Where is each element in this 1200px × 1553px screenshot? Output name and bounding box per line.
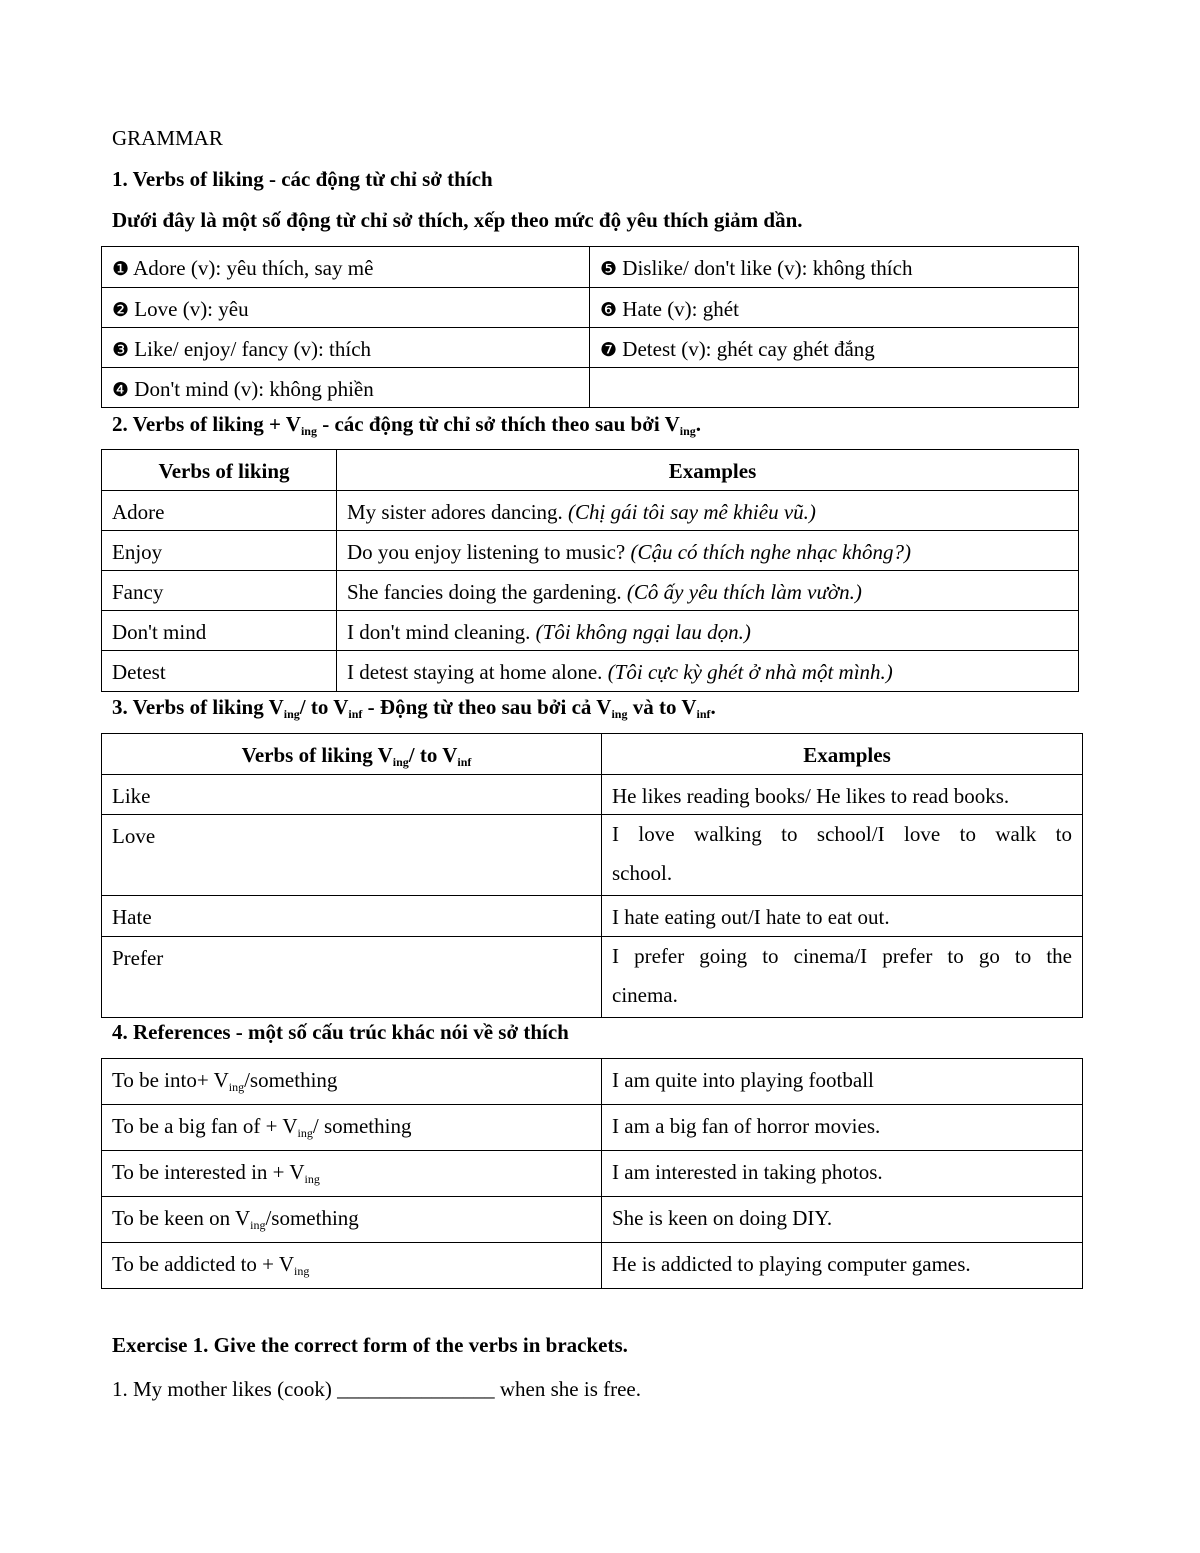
section1-heading: 1. Verbs of liking - các động từ chỉ sở thích — [112, 167, 493, 191]
section2-heading: 2. Verbs of liking + $V_{ing}$ - các động từ chỉ sở thích theo sau bởi $V_{ing}$. — [112, 412, 702, 438]
table-row: To be addicted to + $V_{ing}$ He is addicted to playing computer games. — [102, 1243, 1083, 1289]
section3-heading: 3. Verbs of liking $V_{ing}/$ to $V_{inf}$ - Động từ theo sau bởi cả $V_{ing}$ và to $V_{inf}$. — [112, 695, 716, 721]
verb-item: ❼ Detest (v): ghét cay ghét đắng — [590, 328, 1079, 368]
verb-item: ❺ Dislike/ don't like (v): không thích — [590, 247, 1079, 288]
verb-item: ❶ Adore (v): yêu thích, say mê — [102, 247, 590, 288]
section4-heading: 4. References - một số cấu trúc khác nói về sở thích — [112, 1020, 569, 1044]
verb-item: ❹ Don't mind (v): không phiền — [102, 368, 590, 408]
verb-item: ❻ Hate (v): ghét — [590, 288, 1079, 328]
column-header: Verbs of liking — [102, 450, 337, 491]
column-header: Examples — [602, 734, 1083, 775]
section1-intro: Dưới đây là một số động từ chỉ sở thích, xếp theo mức độ yêu thích giảm dần. — [112, 208, 803, 232]
table-row: To be keen on $V_{ing}$/something She is keen on doing DIY. — [102, 1197, 1083, 1243]
exercise-question-1: 1. My mother likes (cook) _______________ when she is free. — [112, 1377, 641, 1401]
table-row: Detest I detest staying at home alone. (Tôi cực kỳ ghét ở nhà một mình.) — [102, 651, 1079, 692]
column-header: Verbs of liking $V_{ing}/$ to $V_{inf}$ — [102, 734, 602, 775]
table-row: Hate I hate eating out/I hate to eat out. — [102, 896, 1083, 937]
table-row: To be interested in + $V_{ing}$ I am interested in taking photos. — [102, 1151, 1083, 1197]
table-row: Prefer I prefer going to cinema/I prefer to go to the cinema. — [102, 937, 1083, 1018]
table-row: Like He likes reading books/ He likes to read books. — [102, 775, 1083, 815]
table-row: Don't mind I don't mind cleaning. (Tôi không ngại lau dọn.) — [102, 611, 1079, 651]
document-title: GRAMMAR — [112, 126, 223, 150]
verbs-ving-table — [101, 449, 1079, 692]
column-header: Examples — [337, 450, 1079, 491]
verbs-of-liking-table — [101, 246, 1079, 408]
table-row: Adore My sister adores dancing. (Chị gái tôi say mê khiêu vũ.) — [102, 491, 1079, 531]
verbs-ving-vinf-table — [101, 733, 1083, 1018]
verb-item: ❷ Love (v): yêu — [102, 288, 590, 328]
empty-cell — [590, 368, 1079, 408]
verb-item: ❸ Like/ enjoy/ fancy (v): thích — [102, 328, 590, 368]
table-row: Love I love walking to school/I love to walk to school. — [102, 815, 1083, 896]
table-row: Enjoy Do you enjoy listening to music? (Cậu có thích nghe nhạc không?) — [102, 531, 1079, 571]
exercise-heading: Exercise 1. Give the correct form of the verbs in brackets. — [112, 1333, 628, 1357]
table-row: Fancy She fancies doing the gardening. (Cô ấy yêu thích làm vườn.) — [102, 571, 1079, 611]
references-table — [101, 1058, 1083, 1289]
table-row: To be into+ $V_{ing}$/something I am quite into playing football — [102, 1059, 1083, 1105]
table-row: To be a big fan of + $V_{ing}/$ something I am a big fan of horror movies. — [102, 1105, 1083, 1151]
